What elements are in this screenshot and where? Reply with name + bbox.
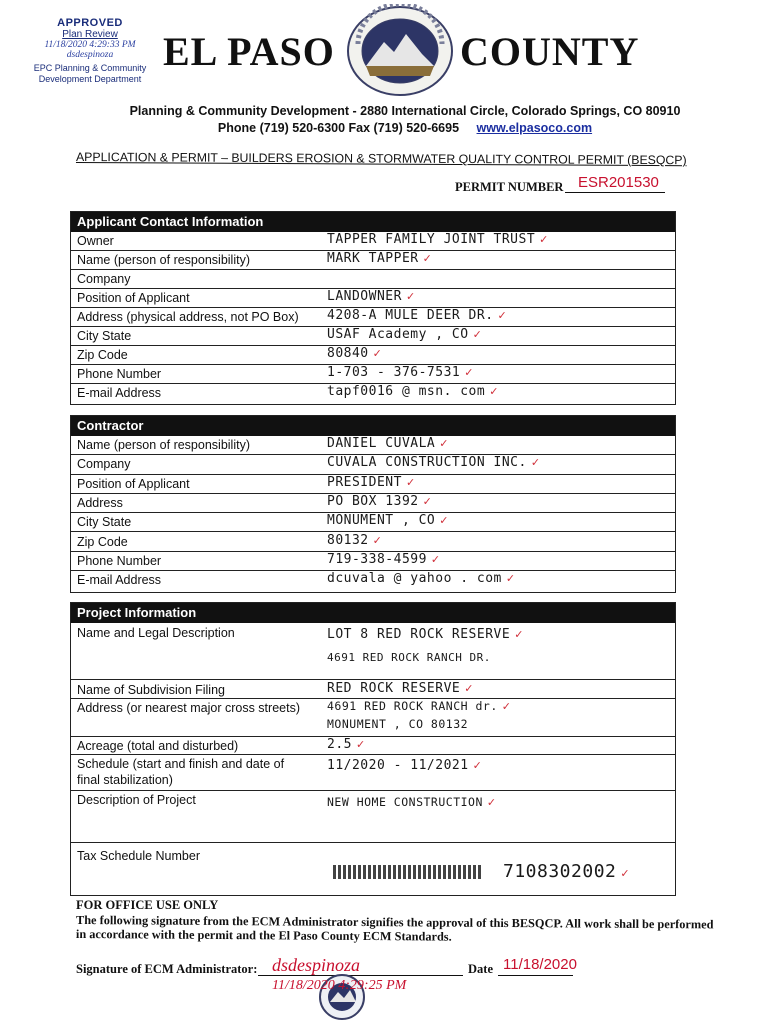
tax-schedule-label: Tax Schedule Number [77, 849, 200, 863]
stamp-status: APPROVED [57, 17, 123, 29]
check-mark-icon: ✓ [422, 252, 433, 265]
applicant-row [71, 365, 675, 384]
check-mark-icon: ✓ [439, 437, 449, 450]
contractor-row [71, 571, 675, 590]
tax-schedule-value: 7108302002 ✓ [503, 861, 631, 882]
applicant-row [71, 327, 675, 346]
applicant-field-value: USAF Academy , CO ✓ [327, 327, 483, 342]
project-name-row [71, 623, 675, 681]
applicant-field-label: Position of Applicant [77, 291, 190, 305]
county-title-left: EL PASO [163, 29, 335, 74]
applicant-field-label: City State [77, 329, 132, 343]
check-mark-icon: ✓ [530, 456, 541, 470]
check-mark-icon: ✓ [505, 572, 516, 586]
project-name-label: Name and Legal Description [77, 626, 235, 640]
stamp-subtitle: Plan Review [62, 29, 118, 40]
office-use-heading: FOR OFFICE USE ONLY [76, 898, 219, 912]
permit-number-label: PERMIT NUMBER [455, 180, 564, 194]
check-mark-icon: ✓ [464, 366, 474, 379]
check-mark-icon: ✓ [430, 552, 441, 566]
description-value: NEW HOME CONSTRUCTION ✓ [327, 795, 497, 809]
applicant-field-value: 1-703 - 376-7531 ✓ [327, 365, 474, 380]
check-mark-icon: ✓ [405, 290, 416, 303]
contractor-field-value: 719-338-4599 ✓ [327, 551, 441, 567]
acreage-row [71, 737, 675, 755]
contractor-field-value: PRESIDENT ✓ [327, 474, 416, 490]
project-address-value-1: 4691 RED ROCK RANCH dr. ✓ [327, 699, 512, 713]
date-line [498, 975, 573, 976]
applicant-field-label: Address (physical address, not PO Box) [77, 310, 299, 324]
contractor-field-label: Company [77, 457, 131, 472]
county-title-right: COUNTY [460, 29, 640, 74]
project-name-value-2: 4691 RED ROCK RANCH DR. [327, 651, 491, 664]
schedule-row [71, 755, 675, 791]
project-name-value-1: LOT 8 RED ROCK RESERVE ✓ [327, 627, 524, 642]
date-label: Date [468, 962, 493, 976]
subdivision-row [71, 681, 675, 699]
contractor-row [71, 513, 675, 532]
department-address: Planning & Community Development - 2880 International Circle, Colorado Springs, CO 80910 [129, 104, 681, 118]
contractor-field-label: Name (person of responsibility) [77, 438, 250, 452]
check-mark-icon: ✓ [472, 328, 483, 341]
project-section [70, 602, 676, 896]
project-heading: Project Information [71, 603, 675, 623]
schedule-label-line1: Schedule (start and finish and date of [77, 757, 285, 771]
check-mark-icon: ✓ [439, 514, 449, 528]
check-mark-icon: ✓ [489, 385, 499, 398]
applicant-row [71, 270, 675, 289]
date-value: 11/18/2020 [503, 956, 577, 973]
office-use-text: The following signature from the ECM Administrator signifies the approval of this BESQCP. All work shall be performed in accordance with the permit and the El Paso County ECM Standards. [75, 913, 714, 944]
check-mark-icon: ✓ [539, 233, 549, 246]
project-address-row [71, 699, 675, 737]
scribbled-out-entry [333, 865, 483, 879]
contractor-field-label: Position of Applicant [77, 476, 190, 491]
applicant-field-value: MARK TAPPER ✓ [327, 251, 433, 266]
contractor-heading: Contractor [71, 416, 675, 436]
schedule-value: 11/2020 - 11/2021 ✓ [327, 758, 483, 773]
check-mark-icon: ✓ [405, 475, 416, 489]
permit-number-line [565, 192, 665, 193]
applicant-field-value: 80840 ✓ [327, 346, 383, 361]
applicant-field-label: Phone Number [77, 367, 162, 381]
contractor-field-label: Phone Number [77, 553, 162, 568]
check-mark-icon: ✓ [372, 347, 383, 360]
applicant-field-value: LANDOWNER ✓ [327, 289, 416, 304]
applicant-field-value: 4208-A MULE DEER DR. ✓ [327, 308, 508, 323]
applicant-field-label: Name (person of responsibility) [77, 253, 250, 267]
contractor-row [71, 494, 675, 513]
contractor-row [71, 533, 675, 552]
phone-fax: Phone (719) 520-6300 Fax (719) 520-6695 [217, 121, 460, 135]
contractor-field-label: City State [77, 515, 132, 530]
applicant-row [71, 289, 675, 308]
applicant-field-label: E-mail Address [77, 386, 162, 400]
stamp-department [30, 63, 150, 85]
contractor-field-value: CUVALA CONSTRUCTION INC. ✓ [327, 455, 541, 471]
applicant-section [70, 211, 676, 405]
applicant-field-value: TAPPER FAMILY JOINT TRUST ✓ [327, 232, 549, 247]
applicant-field-value: tapf0016 @ msn. com ✓ [327, 384, 499, 399]
description-row [71, 791, 675, 843]
acreage-label: Acreage (total and disturbed) [77, 739, 239, 753]
stamp-reviewer: dsdespinoza [66, 50, 114, 60]
acreage-value: 2.5 ✓ [327, 737, 366, 752]
check-mark-icon: ✓ [422, 494, 433, 508]
contractor-section [70, 415, 676, 593]
applicant-field-label: Company [77, 272, 131, 286]
contractor-field-value: dcuvala @ yahoo . com ✓ [327, 571, 516, 587]
contractor-row [71, 436, 675, 455]
application-title: APPLICATION & PERMIT – BUILDERS EROSION & STORMWATER QUALITY CONTROL PERMIT (BESQCP) [75, 150, 687, 168]
applicant-field-label: Owner [77, 234, 114, 248]
subdivision-value: RED ROCK RESERVE ✓ [327, 681, 474, 696]
contractor-field-value: PO BOX 1392 ✓ [327, 493, 433, 509]
contractor-field-label: E-mail Address [77, 573, 162, 588]
contact-line [110, 121, 700, 135]
contractor-field-label: Address [77, 495, 123, 510]
website-link[interactable]: www.elpasoco.com [476, 121, 593, 135]
signature-timestamp: 11/18/2020 4:29:25 PM [272, 978, 407, 993]
signature-name: dsdespinoza [272, 955, 361, 975]
approval-stamp [30, 17, 150, 85]
contractor-field-value: MONUMENT , CO ✓ [327, 513, 449, 529]
permit-number-value: ESR201530 [578, 174, 659, 191]
contractor-row [71, 552, 675, 571]
project-address-label: Address (or nearest major cross streets) [77, 701, 300, 715]
county-seal-icon [344, 4, 456, 98]
contractor-field-label: Zip Code [77, 534, 128, 549]
project-address-value-2: MONUMENT , CO 80132 [327, 717, 469, 731]
applicant-heading: Applicant Contact Information [71, 212, 675, 232]
check-mark-icon: ✓ [372, 533, 383, 547]
description-label: Description of Project [77, 793, 196, 807]
signature-label: Signature of ECM Administrator: [76, 962, 258, 976]
schedule-label-line2: final stabilization) [77, 773, 173, 787]
applicant-field-label: Zip Code [77, 348, 128, 362]
tax-schedule-row [71, 843, 675, 893]
check-mark-icon: ✓ [497, 309, 508, 322]
stamp-dept-line2: Development Department [38, 74, 142, 84]
applicant-row [71, 251, 675, 270]
applicant-row [71, 308, 675, 327]
applicant-row [71, 384, 675, 403]
schedule-label [77, 756, 309, 788]
stamp-timestamp: 11/18/2020 4:29:33 PM [44, 40, 136, 50]
applicant-row [71, 232, 675, 251]
contractor-row [71, 475, 675, 494]
subdivision-label: Name of Subdivision Filing [77, 683, 225, 697]
applicant-row [71, 346, 675, 365]
contractor-row [71, 455, 675, 474]
stamp-dept-line1: EPC Planning & Community [33, 63, 147, 73]
contractor-field-value: 80132 ✓ [327, 532, 383, 548]
contractor-field-value: DANIEL CUVALA ✓ [327, 436, 449, 451]
